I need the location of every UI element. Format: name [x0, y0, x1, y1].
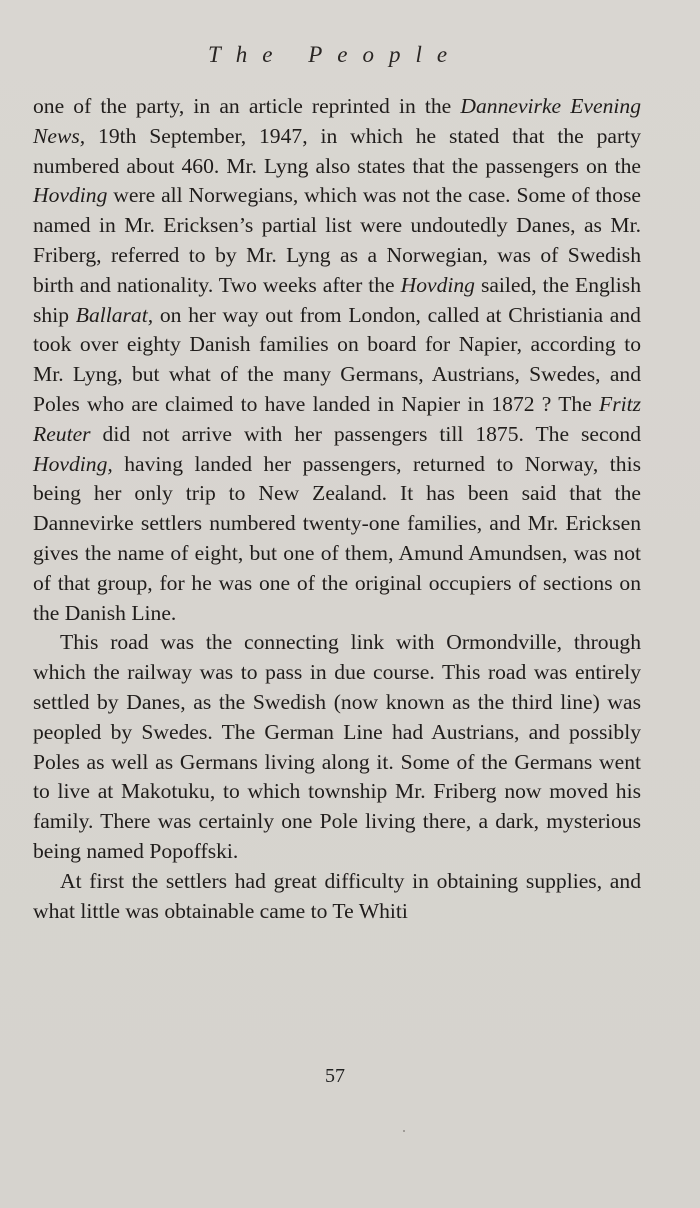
italic-run: Dannevirke Evening News, — [33, 94, 641, 148]
paragraph-2 — [33, 628, 641, 866]
paragraph-3 — [33, 867, 641, 927]
text-run: did not arrive with her passengers till 1875. The second — [90, 421, 641, 446]
text-run: This road was the connecting link with Ormondville, through which the railway was to pass in due course. This road was entirely settled by Danes, as the Swedish (now known as the third line) was peopled by Swedes. The German Line had Austrians, and possibly Poles as well as Germans living along it. Some of the Germans went to live at Makotuku, to which township Mr. Friberg now moved his family. There was certainly one Pole living there, a dark, mysterious being named Popoffski. — [33, 630, 641, 863]
text-run: having landed her passengers, returned to Norway, this being her only trip to New Zealand. It has been said that the Dannevirke settlers numbered twenty-one families, and Mr. Ericksen gives the name of eight, but one of them, Amund Amundsen, was not of that group, for he was one of the original occupiers of sections on the Danish Line. — [33, 451, 641, 625]
page-number: 57 — [325, 1065, 345, 1087]
text-run: were all Norwegians, which was not the case. Some of those named in Mr. Ericksen’s partial list were undoutedly Danes, as Mr. Friberg, referred to by Mr. Lyng as a Norwegian, was of Swedish birth and nationality. Two weeks after the — [33, 183, 641, 297]
text-run: on her way out from London, called at Christiania and took over eighty Danish families on board for Napier, according to Mr. Lyng, but what of the many Germans, Austrians, Swedes, and Poles who are claimed to have landed in Napier in 1872 ? The — [33, 302, 641, 416]
italic-run: Ballarat, — [75, 302, 154, 327]
paper-speck — [403, 1130, 405, 1132]
paragraph-1 — [33, 92, 641, 628]
italic-run: Hovding — [400, 272, 475, 297]
italic-run: Fritz Reuter — [33, 391, 641, 446]
text-run: sailed, the English ship — [33, 272, 641, 327]
running-head: The People — [207, 42, 463, 67]
italic-run: Hovding — [33, 183, 108, 208]
italic-run: Hovding, — [33, 451, 113, 476]
text-run: At first the settlers had great difficulty in obtaining supplies, and what little was obtainable came to Te Whiti — [33, 868, 641, 923]
body-text — [33, 92, 641, 926]
text-run: one of the party, in an article reprinted in the — [33, 94, 461, 118]
text-run: 19th September, 1947, in which he stated that the party numbered about 460. Mr. Lyng also states that the passengers on the — [33, 123, 641, 178]
